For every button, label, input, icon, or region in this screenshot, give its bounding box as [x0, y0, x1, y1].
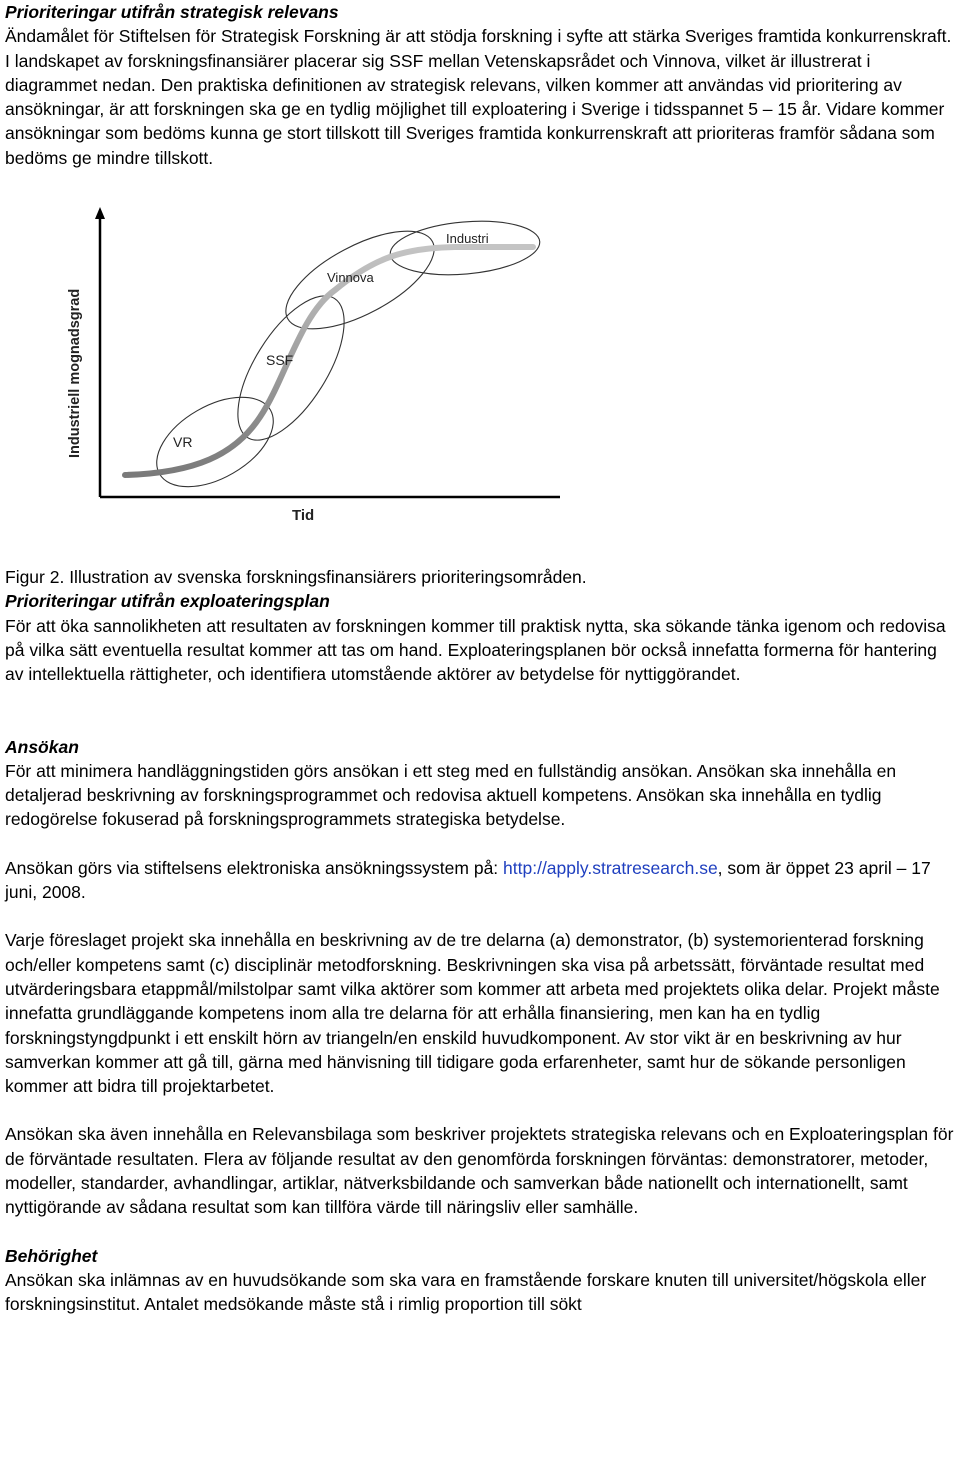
document-page [5, 0, 957, 1317]
paragraph-behorighet: Ansökan ska inlämnas av en huvudsökande som ska vara en framstående forskare knuten till universitet/högskola eller forskningsinstitut. Antalet medsökande måste stå i rimlig proportion till sökt [5, 1269, 927, 1315]
paragraph-ansokan-1: För att minimera handläggningstiden görs ansökan i ett steg med en fullständig ansökan. Ansökan ska innehålla en detaljerad beskrivning av forskningsprogrammet och redovisa aktuell kompetens. Ansökan ska innehålla en tydlig redogörelse fokuserad på forskningsprogrammets strategiska betydelse. [5, 760, 897, 830]
heading-exploateringsplan: Prioriteringar utifrån exploateringsplan [5, 591, 330, 612]
paragraph-ansokan-2 [5, 856, 957, 905]
vr-ellipse [142, 379, 289, 505]
heading-behorighet: Behörighet [5, 1245, 98, 1266]
paragraph-ansokan-3: Varje föreslaget projekt ska innehålla en beskrivning av de tre delarna (a) demonstrator, (b) systemorienterad forskning och/eller kompetens samt (c) disciplinär metodforskning. Beskrivningen ska visa på arbetssätt, förväntade resultat med utvärderingsbara etappmål/milstolpar samt vilka aktörer som kommer att arbeta med projektets olika delar. Projekt måste innefatta grundläggande kompetens inom alla tre delarna för att erhålla finansiering, men kan ha en tydlig forskningstyngdpunkt i ett enskilt hörn av triangeln/en enskild huvudkomponent. Av stor vikt är en beskrivning av hur samverkan kommer att gå till, gärna med hänvisning till tidigare goda erfarenheter, samt hur de sökande personligen kommer att bidra till projektarbetet. [5, 930, 940, 1097]
label-ssf: SSF [266, 352, 294, 369]
figure-caption: Figur 2. Illustration av svenska forskningsfinansiärers prioriteringsområden. [5, 567, 587, 588]
y-axis-label: Industriell mognadsgrad [67, 288, 83, 459]
heading-strategisk-relevans: Prioriteringar utifrån strategisk relevans [5, 2, 339, 22]
label-vinnova: Vinnova [327, 270, 374, 286]
paragraph-strategisk-relevans: Ändamålet för Stiftelsen för Strategisk Forskning är att stödja forskning i syfte att stärka Sveriges framtida konkurrenskraft. I landskapet av forskningsfinansiärer placerar sig SSF mellan Vetenskapsrådet och Vinnova, vilket är illustrerat i diagrammet nedan. Den praktiska definitionen av strategisk relevans, vilken kommer att användas vid prioritering av ansökningar, är att forskningen ska ge en tydlig möjlighet till exploatering i Sverige i tidsspannet 5 – 15 år. Vidare kommer ansökningar som bedöms kunna ge stort tillskott till Sveriges framtida konkurrenskraft att prioriteras framför sådana som bedöms ge mindre tillskott. [5, 26, 952, 168]
label-industri: Industri [446, 231, 489, 247]
ssf-ellipse [217, 279, 365, 456]
paragraph-ansokan-4: Ansökan ska även innehålla en Relevansbilaga som beskriver projektets strategiska relevans och en Exploateringsplan för de förväntade resultaten. Flera av följande resultat av den genomförda forskningen förväntas: demonstratorer, metoder, modeller, standarder, avhandlingar, artiklar, nätverksbildande och samverkan både nationellt och internationellt, samt nyttigörande av sådana resultat som kan tillföra värde till näringsliv eller samhälle. [5, 1124, 954, 1218]
x-axis-label: Tid [292, 507, 315, 525]
maturity-diagram [55, 205, 575, 561]
ansokan-2-text-before: Ansökan görs via stiftelsens elektroniska ansökningssystem på: [5, 857, 504, 878]
label-vr: VR [173, 434, 193, 451]
heading-ansokan: Ansökan [5, 736, 79, 757]
y-axis-arrow [95, 207, 105, 219]
apply-link[interactable]: http://apply.stratresearch.se [503, 857, 718, 878]
ansokan-2-text-after: , som är öppet 23 april – 17 juni, 2008. [5, 857, 931, 903]
figure-2 [55, 205, 575, 561]
paragraph-exploateringsplan: För att öka sannolikheten att resultaten av forskningen kommer till praktisk nytta, ska sökande tänka igenom och redovisa på vilka sätt eventuella resultat kommer att tas om hand. Exploateringsplanen bör också innefatta formerna för hantering av intellektuella rättigheter, och identifiera utomstående aktörer av betydelse för nyttiggörandet. [5, 615, 946, 685]
